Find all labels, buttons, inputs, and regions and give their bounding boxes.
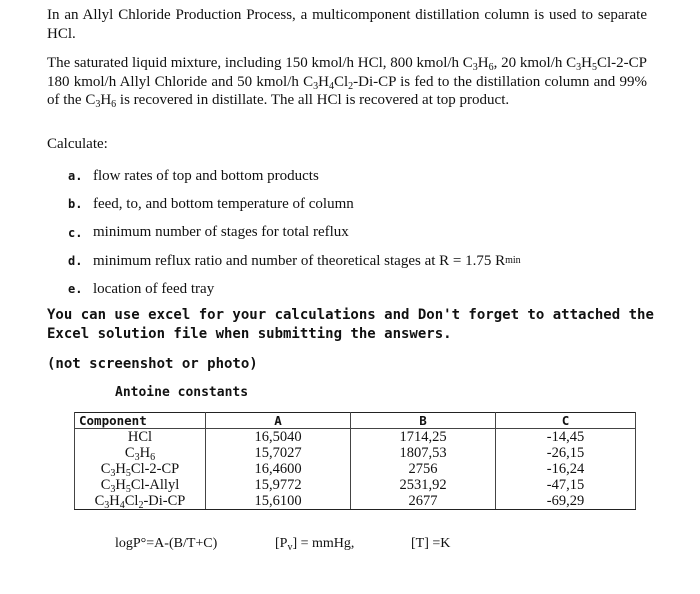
table-row — [75, 477, 636, 493]
column-header: A — [206, 413, 351, 429]
constant-a: 16,4600 — [206, 461, 351, 477]
component-name: $C_3H_5Cl$-Allyl — [75, 477, 206, 493]
task-list — [68, 162, 521, 303]
table-row — [75, 445, 636, 461]
list-item: d. minimum reflux ratio and number of theoretical stages at R = 1.75 R min — [68, 252, 521, 269]
list-item: b. feed, to, and bottom temperature of column — [68, 195, 354, 212]
constant-c: -26,15 — [496, 445, 636, 461]
temperature-unit: [T] =K — [411, 536, 451, 551]
list-item: e. location of feed tray — [68, 280, 215, 297]
constant-c: -14,45 — [496, 429, 636, 446]
list-marker: e. — [68, 282, 83, 297]
list-marker: c. — [68, 225, 83, 240]
list-item: a. flow rates of top and bottom products — [68, 167, 319, 184]
antoine-table — [74, 412, 636, 510]
constant-a: 15,7027 — [206, 445, 351, 461]
column-header: B — [351, 413, 496, 429]
constant-b: 1714,25 — [351, 429, 496, 446]
component-name: HCl — [75, 429, 206, 446]
component-name: $C_3H_6$ — [75, 445, 206, 461]
constant-b: 1807,53 — [351, 445, 496, 461]
table-row — [75, 493, 636, 510]
component-name: $C_3H_5Cl-2-CP$ — [75, 461, 206, 477]
constant-a: 15,6100 — [206, 493, 351, 510]
antoine-title: Antoine constants — [115, 385, 249, 400]
constant-c: -69,29 — [496, 493, 636, 510]
no-screenshot-note: (not screenshot or photo) — [47, 356, 258, 372]
list-item: c. minimum number of stages for total reflux — [68, 224, 349, 241]
component-name: $C_3H_4Cl_2-Di-CP$ — [75, 493, 206, 510]
pressure-unit: $[P_v]$ = mmHg, — [275, 536, 355, 553]
list-marker: d. — [68, 254, 83, 269]
constant-a: 15,9772 — [206, 477, 351, 493]
table-row — [75, 461, 636, 477]
column-header: C — [496, 413, 636, 429]
column-header: Component — [75, 413, 206, 429]
constant-c: -47,15 — [496, 477, 636, 493]
calculate-label: Calculate: — [47, 136, 108, 152]
intro-paragraph: In an Allyl Chloride Production Process, a multicomponent distillation column is used to separate HCl. — [47, 7, 647, 42]
list-marker: b. — [68, 197, 83, 212]
excel-instruction: You can use excel for your calculations and Don't forget to attached the Excel solution file when submitting the answers. — [47, 307, 654, 342]
list-marker: a. — [68, 169, 83, 184]
table-header-row — [75, 413, 636, 429]
constant-b: 2756 — [351, 461, 496, 477]
constant-b: 2531,92 — [351, 477, 496, 493]
constant-c: -16,24 — [496, 461, 636, 477]
constant-a: 16,5040 — [206, 429, 351, 446]
antoine-equation: logP°=A-(B/T+C) — [115, 536, 218, 551]
table-row — [75, 429, 636, 446]
problem-statement: The saturated liquid mixture, including 150 kmol/h HCl, 800 kmol/h $C_3H_6$, 20 kmol/h $C_3H_5Cl-2-CP$ 180 kmol/h Allyl Chloride and 50 kmol/h $C_3H_4Cl_2-Di-CP$ is fed to the distillation column and 99% of the $C_3H_6$ is recovered in distillate. The all HCl is recovered at top product. — [47, 55, 648, 110]
constant-b: 2677 — [351, 493, 496, 510]
